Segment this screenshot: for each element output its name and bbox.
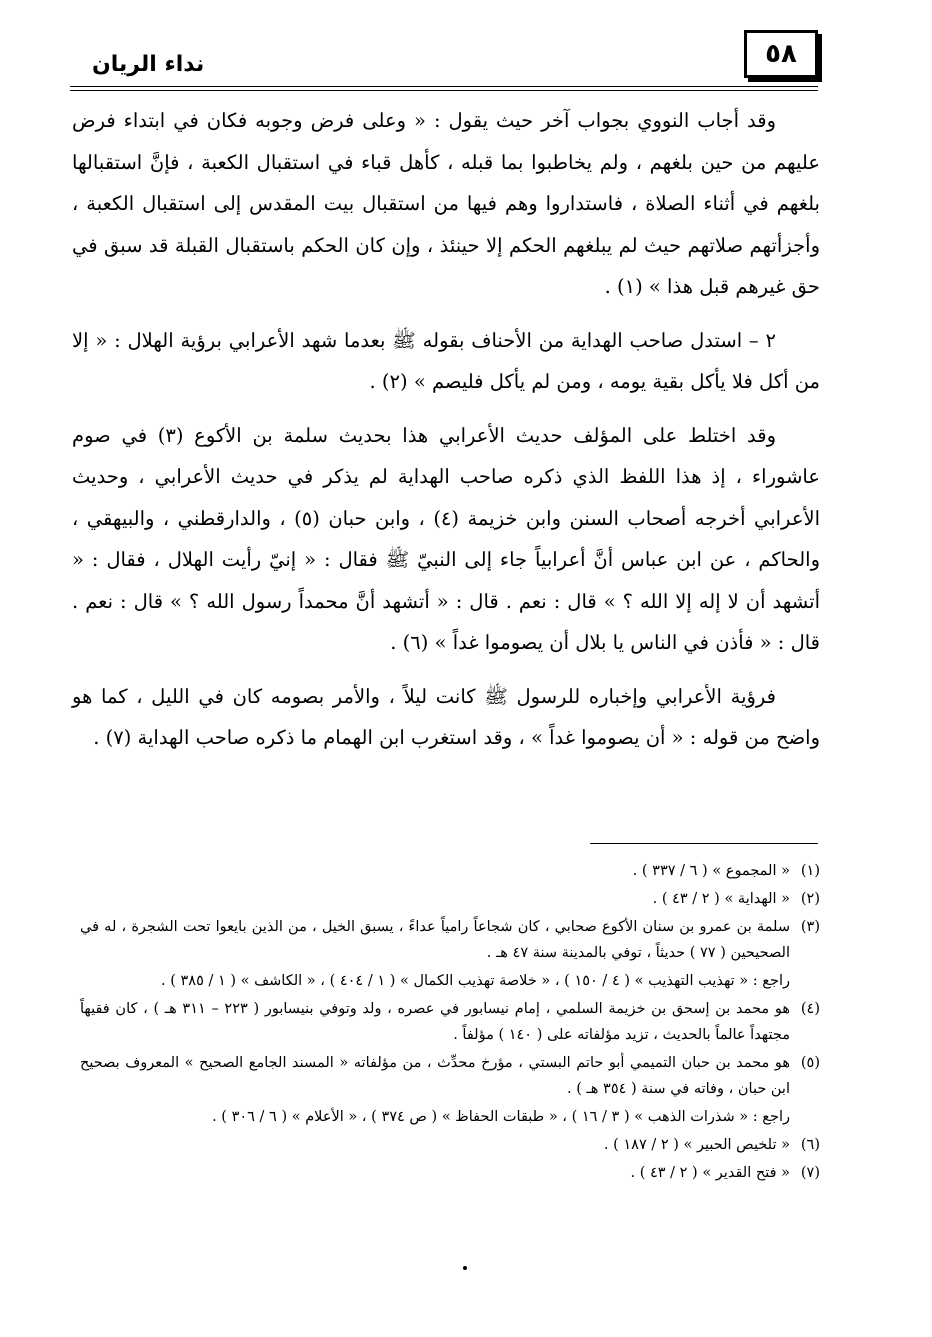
paragraph-confusion: وقد اختلط على المؤلف حديث الأعرابي هذا بحديث سلمة بن الأكوع (٣) في صوم عاشوراء ، إذ هذا اللفظ الذي ذكره صاحب الهداية لم يذكر في حديث الأعرابي ، وحديث الأعرابي أخرجه أصحاب السنن وابن خزيمة (٤) ، وابن حبان (٥) ، والدارقطني ، والبيهقي ، والحاكم ، عن ابن عباس أنَّ أعرابياً جاء إلى النبيّ ﷺ فقال : « إنيّ رأيت الهلال ، فقال : « أتشهد أن لا إله إلا الله ؟ » قال : نعم . قال : « أتشهد أنَّ محمداً رسول الله ؟ » قال : نعم . قال : « فأذن في الناس يا بلال أن يصوموا غداً » (٦) . <box>72 423 820 654</box>
footnote-text: « الهداية » ( ٢ / ٤٣ ) . <box>652 891 790 907</box>
paragraph-hidaya: ٢ – استدل صاحب الهداية من الأحناف بقوله ﷺ بعدما شهد الأعرابي برؤية الهلال : « إلا من أكل فلا يأكل بقية يومه ، ومن لم يأكل فليصم » (٢) . <box>72 328 820 393</box>
page-header <box>70 30 818 88</box>
footnote-3 <box>80 914 820 966</box>
footnote-number: (٧) <box>800 1165 820 1181</box>
footnote-text: هو محمد بن حبان التميمي أبو حاتم البستي ، مؤرخ محدِّث ، من مؤلفاته « المسند الجامع الصحيح » المعروف بصحيح ابن حبان ، وفاته في سنة ( ٣٥٤ هـ ) . <box>80 1055 790 1097</box>
footnote-text: سلمة بن عمرو بن سنان الأكوع صحابي ، كان شجاعاً رامياً عداءً ، يسبق الخيل ، من الذين بايعوا تحت الشجرة ، له في الصحيحين ( ٧٧ ) حديثاً ، توفي بالمدينة سنة ٤٧ هـ . <box>80 919 790 961</box>
page-bottom-dot <box>463 1266 467 1270</box>
footnote-number: (٥) <box>800 1055 820 1071</box>
footnote-number: (٢) <box>800 891 820 907</box>
footnote-text: « فتح القدير » ( ٢ / ٤٣ ) . <box>630 1165 790 1181</box>
footnote-number: (٣) <box>800 919 820 935</box>
footnote-1 <box>80 858 820 884</box>
footnote-5-references: راجع : « شذرات الذهب » ( ٣ / ١٦ ) ، « طبقات الحفاظ » ( ص ٣٧٤ ) ، « الأعلام » ( ٦ / ٣٠٦ ) . <box>212 1109 790 1125</box>
header-rule <box>70 86 818 91</box>
footnote-text: « المجموع » ( ٦ / ٣٣٧ ) . <box>632 863 790 879</box>
footnote-number: (٦) <box>800 1137 820 1153</box>
footnote-4 <box>80 996 820 1048</box>
running-title: نداء الريان <box>92 52 205 77</box>
footnote-6 <box>80 1132 820 1158</box>
footnote-separator <box>590 843 818 844</box>
footnote-text: « تلخيص الحبير » ( ٢ / ١٨٧ ) . <box>603 1137 790 1153</box>
footnote-number: (١) <box>800 863 820 879</box>
footnote-2 <box>80 886 820 912</box>
paragraph-conclusion: فرؤية الأعرابي وإخباره للرسول ﷺ كانت ليلاً ، والأمر بصومه كان في الليل ، كما هو واضح من قوله : « أن يصوموا غداً » ، وقد استغرب ابن الهمام ما ذكره صاحب الهداية (٧) . <box>72 684 820 749</box>
footnote-number: (٤) <box>800 1001 820 1017</box>
footnote-7 <box>80 1160 820 1186</box>
main-text <box>72 100 820 771</box>
footnote-3-references: راجع : « تهذيب التهذيب » ( ٤ / ١٥٠ ) ، « خلاصة تهذيب الكمال » ( ١ / ٤٠٤ ) ، « الكاشف » ( ١ / ٣٨٥ ) . <box>161 973 790 989</box>
page-number: ٥٨ <box>744 30 818 78</box>
footnotes <box>80 858 820 1188</box>
paragraph-nawawi: وقد أجاب النووي بجواب آخر حيث يقول : « وعلى فرض وجوبه فكان في ابتداء فرض عليهم من حين بلغهم ، ولم يخاطبوا بما قبله ، كأهل قباء في استقبال الكعبة ، فإنَّ استقبالها بلغهم في أثناء الصلاة ، فاستداروا وهم فيها من استقبال بيت المقدس إلى استقبال الكعبة ، وأجزأتهم صلاتهم حيث لم يبلغهم الحكم إلا حينئذ ، وإن كان الحكم باستقبال القبلة قد سبق في حق غيرهم قبل هذا » (١) . <box>72 109 820 298</box>
footnote-5 <box>80 1050 820 1102</box>
footnote-text: هو محمد بن إسحق بن خزيمة السلمي ، إمام نيسابور في عصره ، ولد وتوفي بنيسابور ( ٢٢٣ – ٣١١ هـ ) ، كان فقيهاً مجتهداً عالماً بالحديث ، تزيد مؤلفاته على ( ١٤٠ ) مؤلفاً . <box>80 1001 790 1043</box>
